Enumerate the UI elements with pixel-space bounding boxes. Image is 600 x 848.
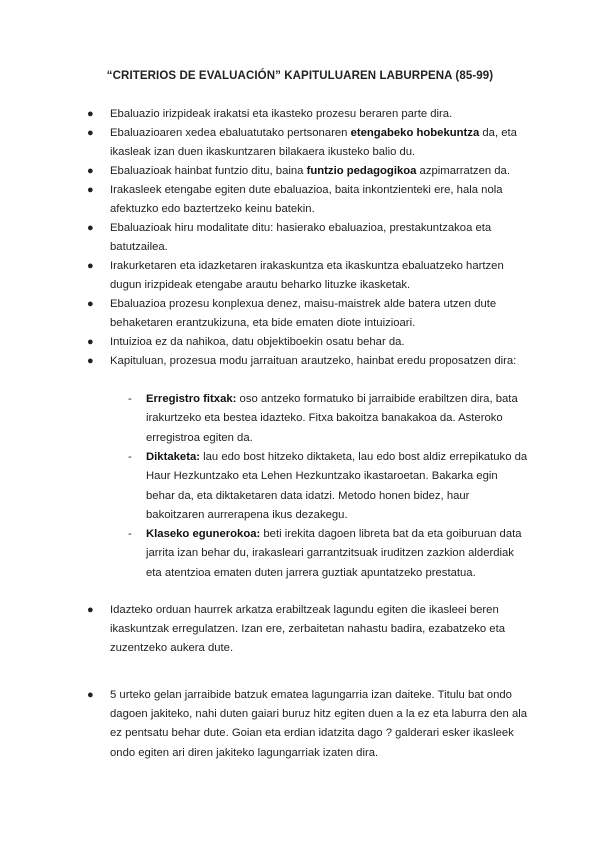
bullet-icon: ● [87, 184, 94, 196]
bullet-icon: ● [87, 355, 94, 367]
list-item: ● Irakasleek etengabe egiten dute ebaluazioa, baita inkontzienteki ere, hala nola afektuzko edo baztertzeko keinu batekin. [92, 181, 532, 219]
sub-list-item: - Klaseko egunerokoa: beti irekita dagoen libreta bat da eta goiburuan data jarrita izan behar du, irakasleari garrantzitsuak iruditzen zazkion alderdiak eta atentzioa ematen duten jarrera guztiak apuntatzeko prestatua. [128, 525, 528, 583]
sub-list-item: - Erregistro fitxak: oso antzeko formatuko bi jarraibide erabiltzen dira, bata irakurtzeko eta bestea idazteko. Fitxa bakoitza banakakoa da. Asteroko erregistroa egiten da. [128, 390, 528, 448]
dash-icon: - [128, 528, 132, 540]
list-item: ● Ebaluazioa prozesu konplexua denez, maisu-maistrek alde batera utzen dute behaketaren erantzukizuna, eta bide ematen diote intuizioari. [92, 295, 532, 333]
document-title: “CRITERIOS DE EVALUACIÓN” KAPITULUAREN LABURPENA (85-99) [106, 70, 494, 82]
list-item: ● Irakurketaren eta idazketaren irakaskuntza eta ikaskuntza ebaluatzeko hartzen dugun irizpideak etengabe arautu beharko lituzke ikasketak. [92, 257, 532, 295]
bullet-icon: ● [87, 604, 94, 616]
sub-list-item: - Diktaketa: lau edo bost hitzeko diktaketa, lau edo bost aldiz errepikatuko da Haur Hezkuntzako eta Lehen Hezkuntzako ikastaroetan. Bakarka egin behar da, eta diktaketaren data idatzi. Metodo honen bidez, haur bakoitzaren aurrerapena ikus dezakegu. [128, 448, 528, 526]
list-item: ● Ebaluazioaren xedea ebaluatutako pertsonaren etengabeko hobekuntza da, eta ikasleak izan duen ikaskuntzaren bilakaera ikusteko balio du. [92, 124, 532, 162]
list-item: ● Ebaluazioak hiru modalitate ditu: hasierako ebaluazioa, prestakuntzakoa eta batutzailea. [92, 219, 532, 257]
bullet-icon: ● [87, 298, 94, 310]
bullet-icon: ● [87, 222, 94, 234]
dash-icon: - [128, 451, 132, 463]
list-item: ● Ebaluazio irizpideak irakatsi eta ikasteko prozesu beraren parte dira. [92, 105, 532, 124]
bullet-icon: ● [87, 127, 94, 139]
bullet-icon: ● [87, 165, 94, 177]
list-item: ● Idazteko orduan haurrek arkatza erabiltzeak lagundu egiten die ikasleei beren ikaskuntzak erregulatzen. Izan ere, zerbaitetan nahastu badira, ezabatzeko eta zuzentzeko aukera dute. [92, 601, 532, 659]
list-item: ● Intuizioa ez da nahikoa, datu objektiboekin osatu behar da. [92, 333, 532, 352]
list-item: ● 5 urteko gelan jarraibide batzuk ematea lagungarria izan daiteke. Titulu bat ondo dagoen jakiteko, nahi duten gaiari buruz hitz egiten duen a la ez eta laburra den ala ez pentsatu behar dute. Goian eta erdian idatzita dago ? galderari esker ikasleek ondo egiten ari diren jakiteko lagungarriak izaten dira. [92, 686, 532, 763]
list-item: ● Ebaluazioak hainbat funtzio ditu, baina funtzio pedagogikoa azpimarratzen da. [92, 162, 532, 181]
list-item: ● Kapituluan, prozesua modu jarraituan arautzeko, hainbat eredu proposatzen dira: [92, 352, 532, 371]
bullet-icon: ● [87, 108, 94, 120]
bullet-icon: ● [87, 260, 94, 272]
dash-icon: - [128, 393, 132, 405]
bullet-icon: ● [87, 689, 94, 701]
bullet-icon: ● [87, 336, 94, 348]
